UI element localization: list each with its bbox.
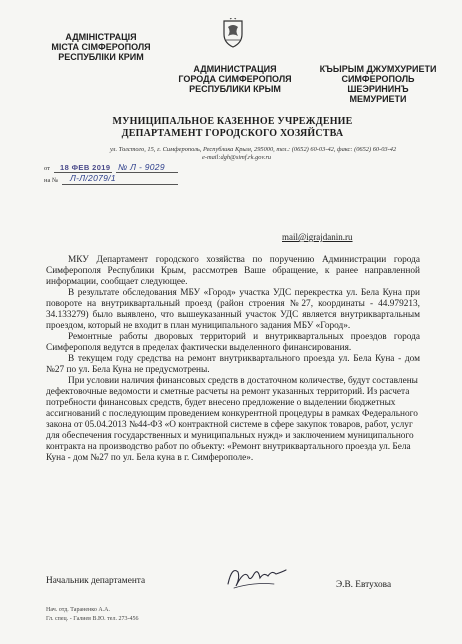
- executor-line: Гл. спец. - Галиев В.Ю. тел. 273-456: [46, 616, 139, 622]
- organization-line: МУНИЦИПАЛЬНОЕ КАЗЕННОЕ УЧРЕЖДЕНИЕ: [112, 116, 353, 127]
- letter-body: [46, 255, 420, 464]
- date-stamp: 18 ФЕВ 2019: [60, 163, 111, 172]
- coat-of-arms-icon: [222, 18, 244, 48]
- header-ukrainian: [40, 32, 162, 62]
- signatory-name: Э.В. Евтухова: [336, 580, 392, 590]
- executors-block: [46, 606, 138, 624]
- executor-line: Нач. отд. Тараненко А.А.: [46, 607, 110, 613]
- header-crimean-tatar-line: ШЕЭРИНИНЪ: [347, 84, 409, 94]
- body-paragraph: В результате обследования МБУ «Город» участка УДС перекрестка ул. Бела Куна при повороте на внутриквартальный проезд (район строения №27, координаты - 44.979213, 34.133279) было выявлено, что вышеуказанный участок УДС является внутриквартальным проездом, который не входит в план муниципального задания МБУ «Город».: [46, 288, 420, 331]
- registration-number: № Л - 9029: [118, 162, 165, 172]
- header-russian-line: РЕСПУБЛИКИ КРЫМ: [189, 84, 281, 94]
- reference-label: на №: [44, 177, 59, 184]
- recipient-email-link[interactable]: mail@igrajdanin.ru: [282, 232, 353, 242]
- from-label: от: [44, 165, 51, 172]
- header-russian-line: АДМИНИСТРАЦИЯ: [193, 64, 277, 74]
- header-crimean-tatar-line: КЪЫРЫМ ДЖУМХУРИЕТИ: [319, 64, 437, 74]
- address-email: e-mail:dgh@simf.rk.gov.ru: [202, 154, 272, 161]
- organization-address: [110, 146, 440, 162]
- header-ukrainian-line: МІСТА СІМФЕРОПОЛЯ: [51, 42, 151, 52]
- header-ukrainian-line: АДМІНІСТРАЦІЯ: [65, 32, 137, 42]
- handwritten-signature: [224, 560, 288, 592]
- header-ukrainian-line: РЕСПУБЛІКИ КРИМ: [58, 52, 144, 62]
- organization-name: [95, 116, 370, 140]
- organization-line: ДЕПАРТАМЕНТ ГОРОДСКОГО ХОЗЯЙСТВА: [121, 128, 344, 139]
- address-line: ул. Толстого, 15, г. Симферополь, Республика Крым, 295000, тел.: (0652) 60-03-42, факс: (0652) 60-03-42: [110, 146, 397, 153]
- reference-number: Л-Л/2079/1: [70, 173, 116, 183]
- header-russian-line: ГОРОДА СИМФЕРОПОЛЯ: [178, 74, 292, 84]
- body-paragraph: В текущем году средства на ремонт внутриквартального проезда ул. Бела Куна - дом №27 по ул. Бела Куна не предусмотрены.: [46, 354, 420, 375]
- body-paragraph: При условии наличия финансовых средств в достаточном количестве, будут составлены дефектовочные ведомости и сметные расчеты на ремонт указанных территорий. Из расчета потребности финансовых средств, будет внесено предложение о выделении бюджетных ассигнований с последующим проведением конкурентной процедуры в рамках Федерального закона от 05.04.2013 №44-ФЗ «О контрактной системе в сфере закупок товаров, работ, услуг для обеспечения государственных и муниципальных нужд» и заключением муниципального контракта на производство работ по объекту: «Ремонт внутриквартального проезда ул. Бела Куна - дом №27 по ул. Бела куна в г. Симферополе».: [46, 376, 418, 463]
- header-russian: [160, 64, 310, 94]
- header-crimean-tatar: [316, 64, 440, 104]
- signatory-title: Начальник департамента: [46, 576, 146, 586]
- body-paragraph: МКУ Департамент городского хозяйства по поручению Администрации города Симферополя Республики Крым, рассмотрев Ваше обращение, к ранее направленной информации, сообщает следующее.: [46, 255, 420, 287]
- reference-underline: [62, 184, 178, 185]
- header-crimean-tatar-line: СИМФЕРОПОЛЬ: [341, 74, 415, 84]
- header-crimean-tatar-line: МЕМУРИЕТИ: [349, 94, 407, 104]
- body-paragraph: Ремонтные работы дворовых территорий и внутриквартальных проездов города Симферополя ведутся в пределах фактически выделенного финансирования.: [46, 332, 420, 353]
- number-underline: [116, 172, 178, 173]
